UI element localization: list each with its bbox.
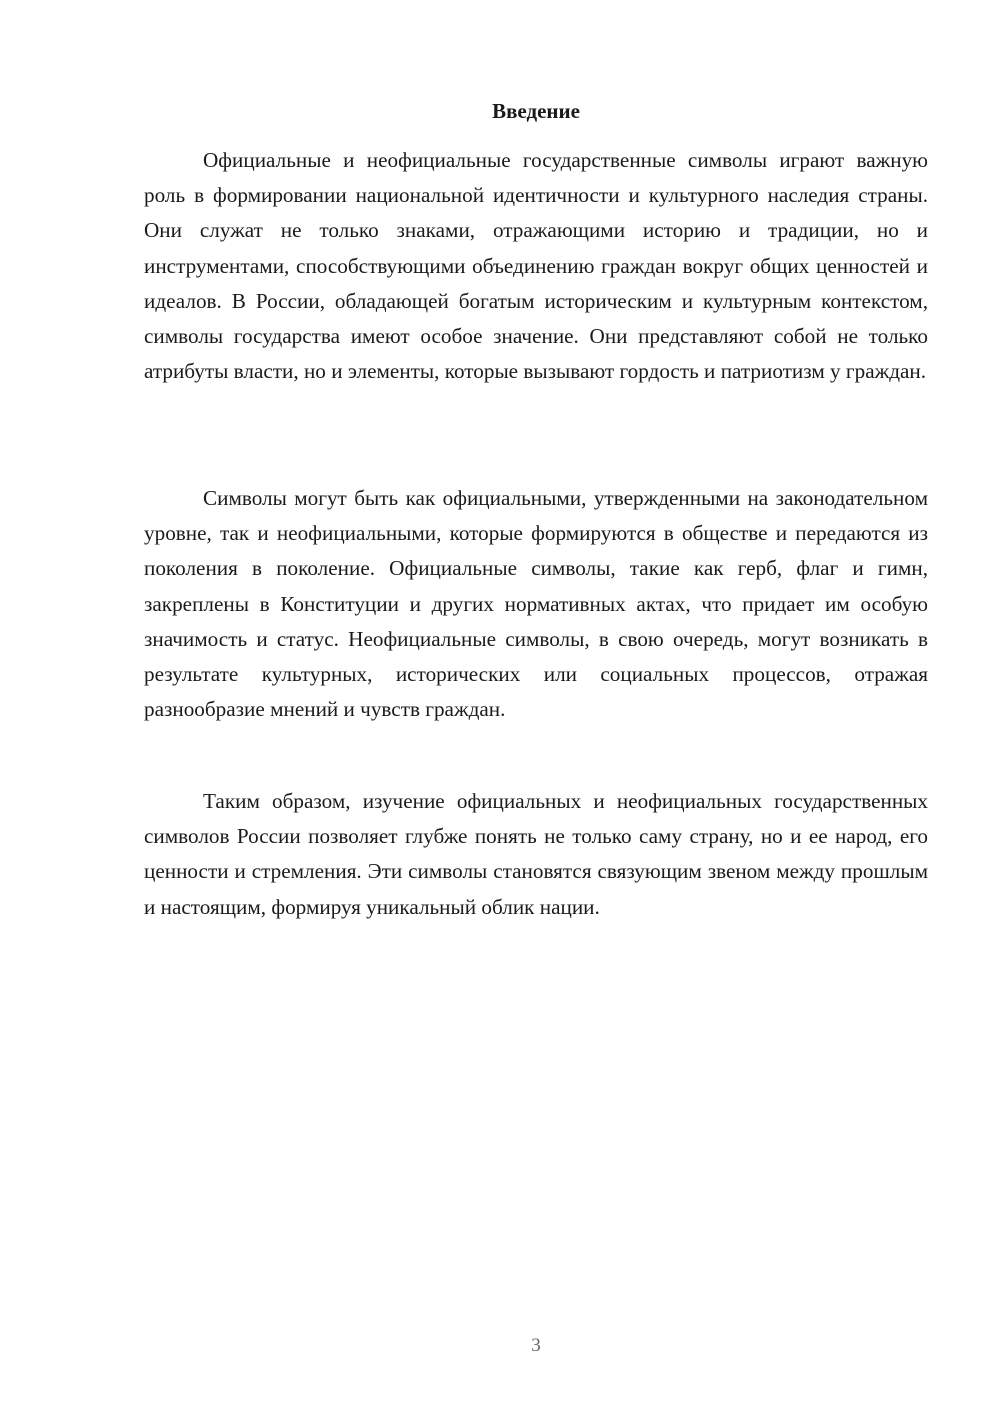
page-title: Введение [492,99,580,123]
page-number: 3 [531,1335,541,1356]
paragraph-conclusion: Таким образом, изучение официальных и неофициальных государственных символов России позволяет глубже понять не только саму страну, но и ее народ, его ценности и стремления. Эти символы становятся связующим звеном между прошлым и настоящим, формируя уникальный облик нации. [144,789,928,919]
paragraph-intro: Официальные и неофициальные государственные символы играют важную роль в формировании национальной идентичности и культурного наследия страны. Они служат не только знаками, отражающими историю и традиции, но и инструментами, способствующими объединению граждан вокруг общих ценностей и идеалов. В России, обладающей богатым историческим и культурным контекстом, символы государства имеют особое значение. Они представляют собой не только атрибуты власти, но и элементы, которые вызывают гордость и патриотизм у граждан. [144,148,928,384]
paragraph-official-unofficial: Символы могут быть как официальными, утвержденными на законодательном уровне, так и неофициальными, которые формируются в обществе и передаются из поколения в поколение. Официальные символы, такие как герб, флаг и гимн, закреплены в Конституции и других нормативных актах, что придает им особую значимость и статус. Неофициальные символы, в свою очередь, могут возникать в результате культурных, исторических или социальных процессов, отражая разнообразие мнений и чувств граждан. [144,486,928,722]
